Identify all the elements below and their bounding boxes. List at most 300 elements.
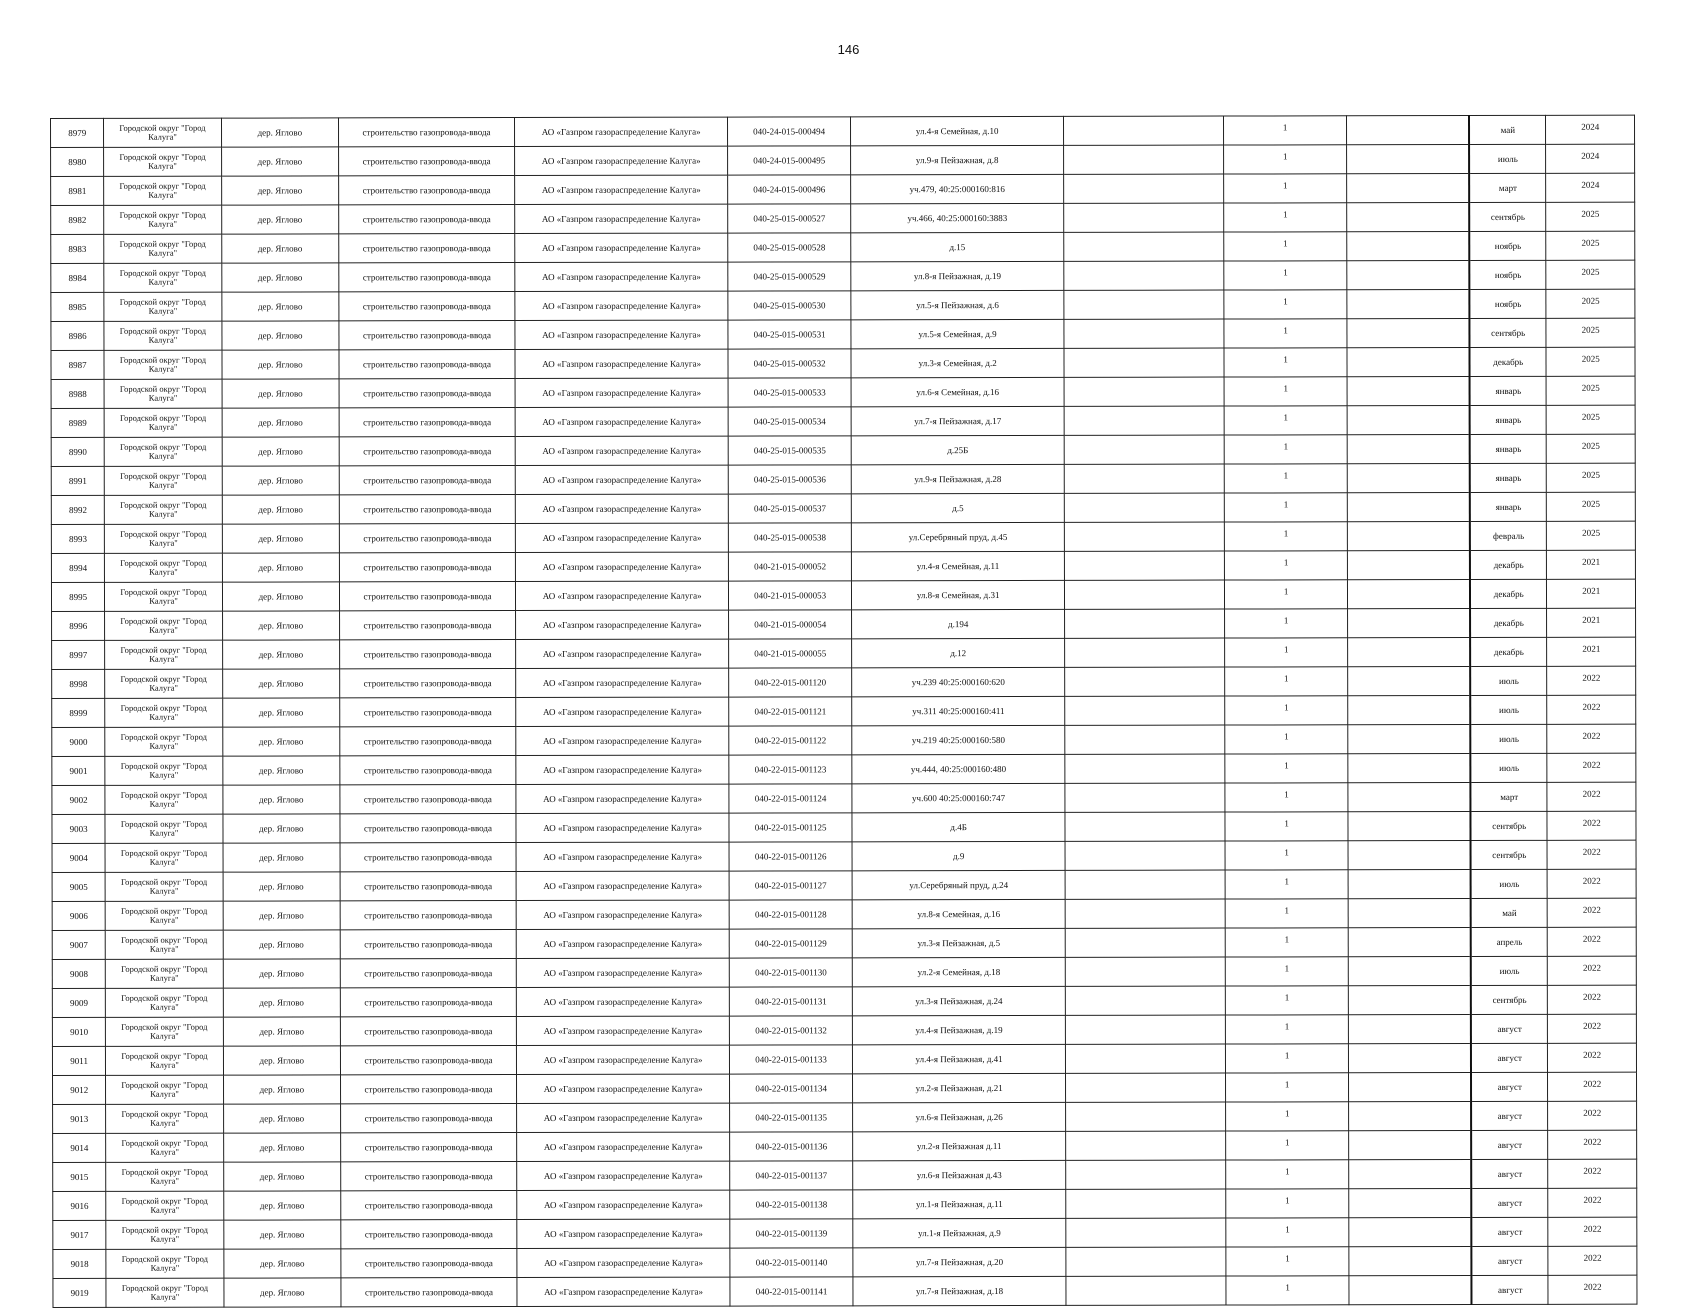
locality-cell: дер. Яглово: [222, 756, 339, 785]
month-cell: декабрь: [1470, 347, 1547, 376]
year-cell: 2022: [1547, 840, 1636, 869]
table-row: [52, 1043, 1636, 1075]
table-row: [52, 753, 1636, 785]
organization-cell: АО «Газпром газораспределение Калуга»: [516, 987, 729, 1016]
municipality-cell: Городской округ "Город Калуга": [105, 669, 222, 698]
row-number: 8990: [51, 437, 104, 466]
empty-cell: [1065, 928, 1225, 957]
year-cell: 2022: [1548, 1159, 1637, 1188]
table-body: [51, 115, 1637, 1307]
address-cell: ул.7-я Пейзажная, д.18: [853, 1276, 1066, 1305]
organization-cell: АО «Газпром газораспределение Калуга»: [515, 581, 728, 610]
empty-cell: [1064, 203, 1224, 232]
empty-cell: [1349, 1102, 1472, 1131]
registry-code-cell: 040-21-015-000053: [729, 581, 852, 610]
quantity-cell: 1: [1226, 1189, 1349, 1218]
empty-cell: [1349, 1218, 1472, 1247]
year-cell: 2025: [1546, 231, 1635, 260]
work-type-cell: строительство газопровода-ввода: [339, 147, 515, 176]
row-number: 8995: [51, 582, 104, 611]
year-cell: 2021: [1547, 608, 1636, 637]
month-cell: август: [1471, 1072, 1548, 1101]
municipality-cell: Городской округ "Город Калуга": [104, 176, 221, 205]
address-cell: ул.8-я Семейная, д.16: [852, 899, 1065, 928]
organization-cell: АО «Газпром газораспределение Калуга»: [515, 320, 728, 349]
month-cell: август: [1471, 1188, 1548, 1217]
municipality-cell: Городской округ "Город Калуга": [105, 901, 222, 930]
organization-cell: АО «Газпром газораспределение Калуга»: [515, 291, 728, 320]
empty-cell: [1064, 290, 1224, 319]
organization-cell: АО «Газпром газораспределение Калуга»: [515, 233, 728, 262]
organization-cell: АО «Газпром газораспределение Калуга»: [515, 146, 728, 175]
locality-cell: дер. Яглово: [223, 1220, 340, 1249]
empty-cell: [1347, 435, 1470, 464]
empty-cell: [1065, 812, 1225, 841]
table-row: [53, 1188, 1637, 1220]
table-row: [52, 608, 1636, 640]
municipality-cell: Городской округ "Город Калуга": [105, 466, 222, 495]
registry-code-cell: 040-25-015-000534: [728, 407, 851, 436]
registry-code-cell: 040-21-015-000055: [729, 639, 852, 668]
empty-cell: [1348, 638, 1471, 667]
work-type-cell: строительство газопровода-ввода: [340, 698, 516, 727]
quantity-cell: 1: [1226, 957, 1349, 986]
locality-cell: дер. Яглово: [222, 669, 339, 698]
locality-cell: дер. Яглово: [223, 959, 340, 988]
table-row: [51, 492, 1635, 524]
quantity-cell: 1: [1225, 725, 1348, 754]
empty-cell: [1349, 1276, 1472, 1305]
year-cell: 2025: [1547, 492, 1636, 521]
locality-cell: дер. Яглово: [223, 785, 340, 814]
organization-cell: АО «Газпром газораспределение Калуга»: [517, 1103, 730, 1132]
row-number: 9004: [52, 843, 105, 872]
empty-cell: [1066, 1160, 1226, 1189]
empty-cell: [1065, 783, 1225, 812]
empty-cell: [1348, 812, 1471, 841]
locality-cell: дер. Яглово: [221, 118, 338, 147]
year-cell: 2025: [1546, 202, 1635, 231]
empty-cell: [1347, 290, 1470, 319]
quantity-cell: 1: [1224, 290, 1347, 319]
organization-cell: АО «Газпром газораспределение Калуга»: [517, 1219, 730, 1248]
month-cell: август: [1471, 1014, 1548, 1043]
work-type-cell: строительство газопровода-ввода: [340, 611, 516, 640]
empty-cell: [1348, 725, 1471, 754]
municipality-cell: Городской округ "Город Калуга": [106, 1220, 223, 1249]
year-cell: 2025: [1546, 289, 1635, 318]
locality-cell: дер. Яглово: [223, 930, 340, 959]
month-cell: ноябрь: [1469, 260, 1546, 289]
locality-cell: дер. Яглово: [223, 1191, 340, 1220]
empty-cell: [1064, 116, 1224, 145]
work-type-cell: строительство газопровода-ввода: [340, 959, 516, 988]
page-number: 146: [837, 42, 860, 57]
address-cell: ул.4-я Семейная, д.11: [851, 551, 1064, 580]
work-type-cell: строительство газопровода-ввода: [339, 321, 515, 350]
organization-cell: АО «Газпром газораспределение Калуга»: [515, 349, 728, 378]
registry-code-cell: 040-25-015-000532: [728, 349, 851, 378]
address-cell: уч.466, 40:25:000160:3883: [851, 203, 1064, 232]
address-cell: д.9: [852, 841, 1065, 870]
row-number: 9009: [52, 988, 105, 1017]
municipality-cell: Городской округ "Город Калуга": [104, 147, 221, 176]
address-cell: ул.4-я Семейная, д.10: [850, 116, 1063, 145]
quantity-cell: 1: [1225, 754, 1348, 783]
table-row: [52, 1014, 1636, 1046]
work-type-cell: строительство газопровода-ввода: [340, 785, 516, 814]
empty-cell: [1064, 377, 1224, 406]
empty-cell: [1065, 667, 1225, 696]
locality-cell: дер. Яглово: [223, 988, 340, 1017]
table-row: [52, 782, 1636, 814]
municipality-cell: Городской округ "Город Калуга": [105, 814, 222, 843]
address-cell: ул.8-я Пейзажная, д.19: [851, 261, 1064, 290]
work-type-cell: строительство газопровода-ввода: [340, 872, 516, 901]
work-type-cell: строительство газопровода-ввода: [340, 727, 516, 756]
table-row: [52, 724, 1636, 756]
work-type-cell: строительство газопровода-ввода: [339, 524, 515, 553]
row-number: 9017: [53, 1220, 106, 1249]
table-row: [51, 173, 1635, 205]
empty-cell: [1065, 696, 1225, 725]
quantity-cell: 1: [1224, 203, 1347, 232]
address-cell: уч.219 40:25:000160:580: [852, 725, 1065, 754]
empty-cell: [1064, 261, 1224, 290]
work-type-cell: строительство газопровода-ввода: [340, 756, 516, 785]
empty-cell: [1065, 899, 1225, 928]
year-cell: 2022: [1548, 1217, 1637, 1246]
year-cell: 2022: [1548, 1130, 1637, 1159]
month-cell: июль: [1469, 144, 1546, 173]
address-cell: ул.5-я Семейная, д.9: [851, 319, 1064, 348]
address-cell: ул.6-я Пейзажная, д.26: [853, 1102, 1066, 1131]
registry-code-cell: 040-22-015-001131: [730, 987, 853, 1016]
work-type-cell: строительство газопровода-ввода: [339, 263, 515, 292]
row-number: 9003: [52, 814, 105, 843]
work-type-cell: строительство газопровода-ввода: [339, 350, 515, 379]
table-row: [51, 550, 1635, 582]
month-cell: август: [1471, 1246, 1548, 1275]
month-cell: июль: [1470, 695, 1547, 724]
work-type-cell: строительство газопровода-ввода: [339, 582, 515, 611]
quantity-cell: 1: [1226, 1131, 1349, 1160]
row-number: 8982: [51, 205, 104, 234]
work-type-cell: строительство газопровода-ввода: [340, 640, 516, 669]
locality-cell: дер. Яглово: [221, 147, 338, 176]
organization-cell: АО «Газпром газораспределение Калуга»: [516, 1045, 729, 1074]
empty-cell: [1064, 319, 1224, 348]
row-number: 8987: [51, 350, 104, 379]
row-number: 8996: [52, 611, 105, 640]
row-number: 8992: [51, 495, 104, 524]
row-number: 8979: [51, 118, 104, 147]
registry-code-cell: 040-22-015-001125: [729, 813, 852, 842]
month-cell: июль: [1471, 869, 1548, 898]
empty-cell: [1347, 551, 1470, 580]
year-cell: 2024: [1546, 173, 1635, 202]
organization-cell: АО «Газпром газораспределение Калуга»: [517, 1277, 730, 1306]
municipality-cell: Городской округ "Город Калуга": [106, 1104, 223, 1133]
row-number: 9008: [52, 959, 105, 988]
empty-cell: [1065, 841, 1225, 870]
month-cell: сентябрь: [1470, 318, 1547, 347]
address-cell: ул.4-я Пейзажная, д.19: [852, 1015, 1065, 1044]
row-number: 9018: [53, 1249, 106, 1278]
table-row: [52, 927, 1636, 959]
locality-cell: дер. Яглово: [223, 814, 340, 843]
address-cell: ул.5-я Пейзажная, д.6: [851, 290, 1064, 319]
empty-cell: [1349, 1189, 1472, 1218]
quantity-cell: 1: [1226, 1218, 1349, 1247]
municipality-cell: Городской округ "Город Калуга": [105, 698, 222, 727]
row-number: 8991: [51, 466, 104, 495]
empty-cell: [1065, 754, 1225, 783]
address-cell: ул.7-я Пейзажная, д.17: [851, 406, 1064, 435]
quantity-cell: 1: [1225, 928, 1348, 957]
work-type-cell: строительство газопровода-ввода: [340, 930, 516, 959]
month-cell: декабрь: [1470, 579, 1547, 608]
table-row: [51, 347, 1635, 379]
month-cell: май: [1469, 115, 1546, 144]
empty-cell: [1347, 609, 1470, 638]
locality-cell: дер. Яглово: [223, 872, 340, 901]
row-number: 8985: [51, 292, 104, 321]
locality-cell: дер. Яглово: [222, 698, 339, 727]
empty-cell: [1066, 1044, 1226, 1073]
empty-cell: [1348, 841, 1471, 870]
registry-code-cell: 040-22-015-001129: [730, 929, 853, 958]
quantity-cell: 1: [1224, 116, 1347, 145]
empty-cell: [1065, 870, 1225, 899]
organization-cell: АО «Газпром газораспределение Калуга»: [515, 436, 728, 465]
table-row: [51, 144, 1635, 176]
quantity-cell: 1: [1226, 986, 1349, 1015]
locality-cell: дер. Яглово: [223, 1075, 340, 1104]
empty-cell: [1347, 464, 1470, 493]
table-row: [51, 318, 1635, 350]
empty-cell: [1349, 1160, 1472, 1189]
year-cell: 2021: [1547, 550, 1636, 579]
locality-cell: дер. Яглово: [223, 843, 340, 872]
quantity-cell: 1: [1226, 1015, 1349, 1044]
quantity-cell: 1: [1225, 870, 1348, 899]
locality-cell: дер. Яглово: [223, 1046, 340, 1075]
quantity-cell: 1: [1225, 551, 1348, 580]
empty-cell: [1347, 203, 1470, 232]
work-type-cell: строительство газопровода-ввода: [340, 1046, 516, 1075]
organization-cell: АО «Газпром газораспределение Калуга»: [515, 378, 728, 407]
table-row: [52, 898, 1636, 930]
year-cell: 2022: [1548, 985, 1637, 1014]
address-cell: д.12: [852, 638, 1065, 667]
month-cell: июль: [1471, 956, 1548, 985]
municipality-cell: Городской округ "Город Калуга": [105, 553, 222, 582]
row-number: 9011: [52, 1046, 105, 1075]
municipality-cell: Городской округ "Город Калуга": [106, 930, 223, 959]
address-cell: д.194: [852, 609, 1065, 638]
empty-cell: [1066, 1218, 1226, 1247]
empty-cell: [1348, 1073, 1471, 1102]
month-cell: январь: [1470, 463, 1547, 492]
municipality-cell: Городской округ "Город Калуга": [104, 118, 221, 147]
organization-cell: АО «Газпром газораспределение Калуга»: [516, 842, 729, 871]
work-type-cell: строительство газопровода-ввода: [339, 466, 515, 495]
row-number: 8999: [52, 698, 105, 727]
registry-code-cell: 040-25-015-000527: [728, 204, 851, 233]
work-type-cell: строительство газопровода-ввода: [341, 1133, 517, 1162]
table-row: [53, 1275, 1637, 1307]
work-type-cell: строительство газопровода-ввода: [341, 1278, 517, 1307]
row-number: 8989: [51, 408, 104, 437]
month-cell: март: [1469, 173, 1546, 202]
address-cell: ул.3-я Семейная, д.2: [851, 348, 1064, 377]
empty-cell: [1065, 725, 1225, 754]
work-type-cell: строительство газопровода-ввода: [340, 669, 516, 698]
locality-cell: дер. Яглово: [222, 582, 339, 611]
row-number: 9000: [52, 727, 105, 756]
empty-cell: [1348, 870, 1471, 899]
municipality-cell: Городской округ "Город Калуга": [105, 727, 222, 756]
row-number: 8988: [51, 379, 104, 408]
quantity-cell: 1: [1226, 1073, 1349, 1102]
address-cell: ул.4-я Пейзажная, д.41: [852, 1044, 1065, 1073]
empty-cell: [1065, 580, 1225, 609]
empty-cell: [1347, 174, 1470, 203]
empty-cell: [1066, 1131, 1226, 1160]
month-cell: август: [1471, 1217, 1548, 1246]
locality-cell: дер. Яглово: [222, 553, 339, 582]
registry-code-cell: 040-25-015-000529: [728, 262, 851, 291]
month-cell: январь: [1470, 405, 1547, 434]
registry-code-cell: 040-22-015-001132: [730, 1016, 853, 1045]
locality-cell: дер. Яглово: [222, 321, 339, 350]
quantity-cell: 1: [1225, 812, 1348, 841]
table-row: [51, 405, 1635, 437]
work-type-cell: строительство газопровода-ввода: [341, 1220, 517, 1249]
work-type-cell: строительство газопровода-ввода: [339, 437, 515, 466]
locality-cell: дер. Яглово: [223, 1104, 340, 1133]
registry-code-cell: 040-22-015-001123: [729, 755, 852, 784]
row-number: 8980: [51, 147, 104, 176]
address-cell: уч.600 40:25:000160:747: [852, 783, 1065, 812]
work-type-cell: строительство газопровода-ввода: [340, 814, 516, 843]
empty-cell: [1065, 609, 1225, 638]
empty-cell: [1348, 696, 1471, 725]
year-cell: 2022: [1548, 1014, 1637, 1043]
row-number: 8997: [52, 640, 105, 669]
municipality-cell: Городской округ "Город Калуга": [106, 1278, 223, 1307]
work-type-cell: строительство газопровода-ввода: [339, 553, 515, 582]
table-row: [53, 1246, 1637, 1278]
empty-cell: [1347, 232, 1470, 261]
locality-cell: дер. Яглово: [221, 176, 338, 205]
quantity-cell: 1: [1224, 174, 1347, 203]
empty-cell: [1347, 580, 1470, 609]
work-type-cell: строительство газопровода-ввода: [341, 1249, 517, 1278]
empty-cell: [1348, 899, 1471, 928]
organization-cell: АО «Газпром газораспределение Калуга»: [515, 262, 728, 291]
registry-code-cell: 040-22-015-001133: [730, 1045, 853, 1074]
row-number: 9001: [52, 756, 105, 785]
address-cell: уч.444, 40:25:000160:480: [852, 754, 1065, 783]
registry-code-cell: 040-22-015-001137: [730, 1161, 853, 1190]
work-type-cell: строительство газопровода-ввода: [339, 292, 515, 321]
quantity-cell: 1: [1225, 667, 1348, 696]
empty-cell: [1066, 957, 1226, 986]
organization-cell: АО «Газпром газораспределение Калуга»: [515, 175, 728, 204]
quantity-cell: 1: [1225, 580, 1348, 609]
table-row: [52, 869, 1636, 901]
quantity-cell: 1: [1225, 638, 1348, 667]
year-cell: 2022: [1547, 724, 1636, 753]
empty-cell: [1348, 928, 1471, 957]
month-cell: апрель: [1471, 927, 1548, 956]
locality-cell: дер. Яглово: [222, 495, 339, 524]
registry-code-cell: 040-25-015-000533: [728, 378, 851, 407]
empty-cell: [1065, 493, 1225, 522]
quantity-cell: 1: [1224, 435, 1347, 464]
quantity-cell: 1: [1224, 406, 1347, 435]
year-cell: 2021: [1547, 579, 1636, 608]
organization-cell: АО «Газпром газораспределение Калуга»: [515, 494, 728, 523]
table-row: [51, 579, 1635, 611]
locality-cell: дер. Яглово: [224, 1278, 341, 1307]
quantity-cell: 1: [1224, 232, 1347, 261]
empty-cell: [1347, 145, 1470, 174]
work-type-cell: строительство газопровода-ввода: [338, 118, 514, 147]
locality-cell: дер. Яглово: [224, 1249, 341, 1278]
year-cell: 2025: [1547, 463, 1636, 492]
empty-cell: [1348, 667, 1471, 696]
address-cell: уч.311 40:25:000160:411: [852, 696, 1065, 725]
year-cell: 2024: [1546, 144, 1635, 173]
row-number: 8981: [51, 176, 104, 205]
month-cell: август: [1471, 1130, 1548, 1159]
registry-code-cell: 040-22-015-001138: [730, 1190, 853, 1219]
empty-cell: [1349, 1131, 1472, 1160]
quantity-cell: 1: [1225, 783, 1348, 812]
organization-cell: АО «Газпром газораспределение Калуга»: [515, 552, 728, 581]
organization-cell: АО «Газпром газораспределение Калуга»: [516, 900, 729, 929]
quantity-cell: 1: [1226, 1247, 1349, 1276]
year-cell: 2025: [1546, 318, 1635, 347]
municipality-cell: Городской округ "Город Калуга": [104, 321, 221, 350]
locality-cell: дер. Яглово: [222, 524, 339, 553]
municipality-cell: Городской округ "Город Калуга": [105, 495, 222, 524]
municipality-cell: Городской округ "Город Калуга": [104, 379, 221, 408]
registry-code-cell: 040-22-015-001127: [729, 871, 852, 900]
locality-cell: дер. Яглово: [221, 234, 338, 263]
quantity-cell: 1: [1226, 1160, 1349, 1189]
empty-cell: [1064, 348, 1224, 377]
registry-code-cell: 040-22-015-001121: [729, 697, 852, 726]
empty-cell: [1348, 957, 1471, 986]
organization-cell: АО «Газпром газораспределение Калуга»: [516, 929, 729, 958]
municipality-cell: Городской округ "Город Калуга": [105, 785, 222, 814]
month-cell: январь: [1470, 434, 1547, 463]
empty-cell: [1066, 986, 1226, 1015]
address-cell: ул.3-я Пейзажная, д.24: [852, 986, 1065, 1015]
gas-connection-register-table: [50, 115, 1637, 1308]
empty-cell: [1066, 1276, 1226, 1305]
municipality-cell: Городской округ "Город Калуга": [106, 1162, 223, 1191]
table-row: [53, 1159, 1637, 1191]
address-cell: ул.3-я Пейзажная, д.5: [852, 928, 1065, 957]
work-type-cell: строительство газопровода-ввода: [341, 1104, 517, 1133]
empty-cell: [1347, 377, 1470, 406]
month-cell: сентябрь: [1471, 840, 1548, 869]
